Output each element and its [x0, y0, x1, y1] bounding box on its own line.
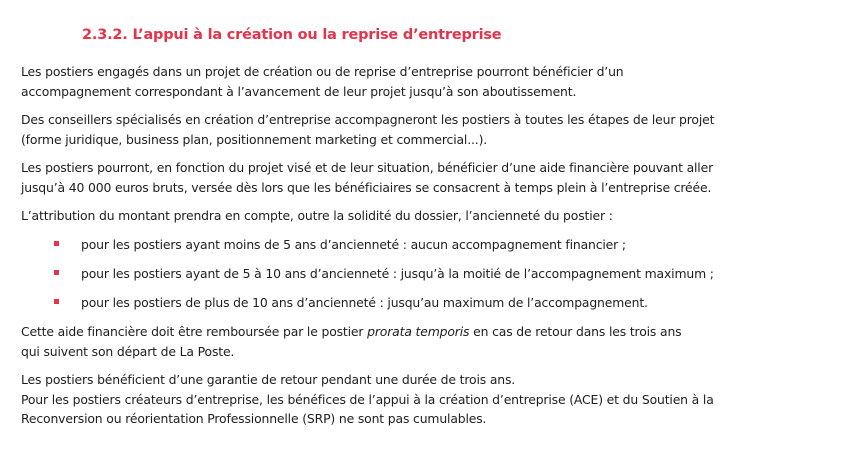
paragraph-advisors: [21, 110, 851, 149]
paragraph-line: Les postiers bénéficient d’une garantie de retour pendant une durée de trois ans.: [21, 372, 516, 387]
list-item: [21, 264, 851, 293]
section-heading: [82, 27, 501, 43]
paragraph-return-guarantee: [21, 370, 851, 429]
section-title: L’appui à la création ou la reprise d’entreprise: [132, 27, 502, 43]
paragraph-attribution: [21, 206, 851, 226]
text-run: en cas de retour dans les trois ans: [469, 324, 682, 339]
text-run: Cette aide financière doit être remboursée par le postier: [21, 324, 368, 339]
paragraph-financial-aid: [21, 158, 851, 197]
list-item: [21, 293, 851, 322]
paragraph-line: accompagnement correspondant à l’avancement de leur projet jusqu’à son aboutissement.: [21, 83, 577, 99]
paragraph-line: Des conseillers spécialisés en création d’entreprise accompagneront les postiers à toutes les étapes de leur projet: [21, 112, 715, 127]
paragraph-line: Les postiers engagés dans un projet de création ou de reprise d’entreprise pourront bénéficier d’un: [21, 64, 624, 79]
paragraph-line: qui suivent son départ de La Poste.: [21, 343, 235, 359]
paragraph-accompaniment: [21, 62, 851, 101]
paragraph-line: jusqu’à 40 000 euros bruts, versée dès lors que les bénéficiaires se consacrent à temps plein à l’entreprise créée.: [21, 179, 712, 195]
paragraph-line: Reconversion ou réorientation Professionnelle (SRP) ne sont pas cumulables.: [21, 411, 487, 426]
square-bullet-icon: [54, 241, 59, 246]
section-number: 2.3.2.: [82, 27, 128, 43]
paragraph-reimbursement: [21, 322, 851, 361]
square-bullet-icon: [54, 299, 59, 304]
bullet-text: pour les postiers de plus de 10 ans d’ancienneté : jusqu’au maximum de l’accompagnement.: [81, 295, 648, 310]
paragraph-line: Les postiers pourront, en fonction du projet visé et de leur situation, bénéficier d’une aide financière pouvant aller: [21, 160, 714, 175]
bullet-text: pour les postiers ayant de 5 à 10 ans d’ancienneté : jusqu’à la moitié de l’accompagnement maximum ;: [81, 266, 714, 281]
seniority-bullet-list: [21, 235, 851, 322]
italic-term: prorata temporis: [367, 324, 470, 339]
bullet-text: pour les postiers ayant moins de 5 ans d’ancienneté : aucun accompagnement financier ;: [81, 237, 626, 252]
paragraph-line: Pour les postiers créateurs d’entreprise, les bénéfices de l’appui à la création d’entreprise (ACE) et du Soutien à la: [21, 391, 714, 407]
list-item: [21, 235, 851, 264]
paragraph-line: [21, 322, 851, 342]
square-bullet-icon: [54, 270, 59, 275]
paragraph-line: (forme juridique, business plan, positionnement marketing et commercial...).: [21, 131, 488, 147]
paragraph-line: L’attribution du montant prendra en compte, outre la solidité du dossier, l’ancienneté du postier :: [21, 208, 613, 223]
